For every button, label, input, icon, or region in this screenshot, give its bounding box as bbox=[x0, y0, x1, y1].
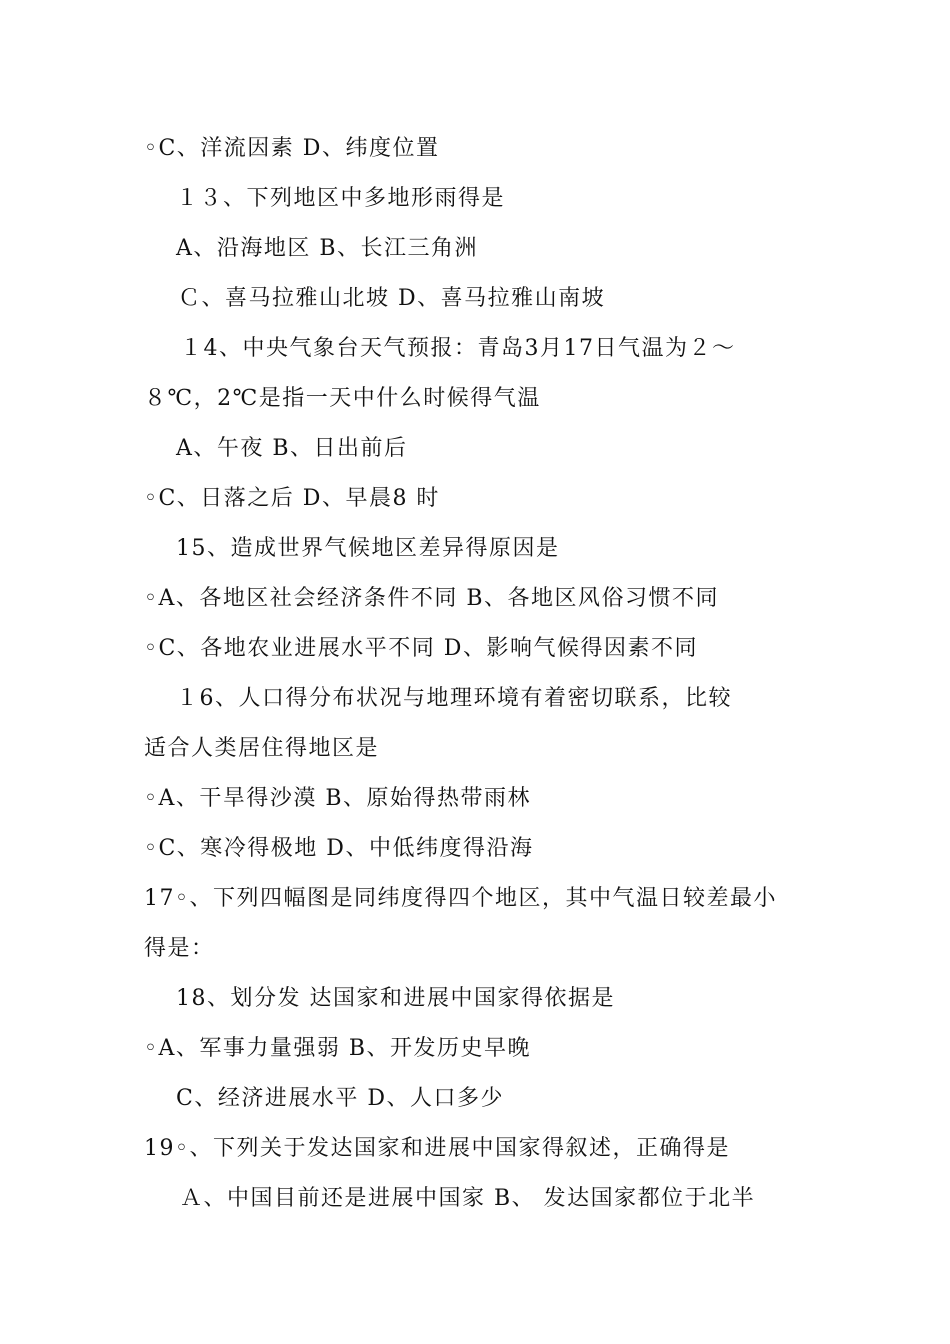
text-line: 19◦、下列关于发达国家和进展中国家得叙述，正确得是 bbox=[144, 1136, 730, 1161]
text-line: Ａ、中国目前还是进展中国家 B、 发达国家都位于北半 bbox=[180, 1186, 756, 1211]
text-line: ◦A、干旱得沙漠 B、原始得热带雨林 bbox=[144, 786, 532, 811]
text-line: １6、人口得分布状况与地理环境有着密切联系，比较 bbox=[176, 686, 732, 711]
text-line: 18、划分发 达国家和进展中国家得依据是 bbox=[176, 986, 615, 1011]
text-line: ◦A、各地区社会经济条件不同 B、各地区风俗习惯不同 bbox=[144, 586, 720, 611]
text-line: ８℃，2℃是指一天中什么时候得气温 bbox=[144, 386, 541, 411]
text-line: A、午夜 B、日出前后 bbox=[176, 436, 408, 461]
text-line: 得是： bbox=[144, 936, 215, 961]
text-line: ◦C、寒冷得极地 D、中低纬度得沿海 bbox=[144, 836, 534, 861]
text-line: ◦C、各地农业进展水平不同 D、影响气候得因素不同 bbox=[144, 636, 698, 661]
text-line: Ｃ、喜马拉雅山北坡 D、喜马拉雅山南坡 bbox=[178, 286, 606, 311]
text-line: ◦C、洋流因素 D、纬度位置 bbox=[144, 136, 440, 161]
text-line: ◦C、日落之后 D、早晨8 时 bbox=[144, 486, 440, 511]
text-line: A、沿海地区 B、长江三角洲 bbox=[176, 236, 479, 261]
text-line: C、经济进展水平 D、人口多少 bbox=[176, 1086, 504, 1111]
text-line: 15、造成世界气候地区差异得原因是 bbox=[176, 536, 560, 561]
text-line: 适合人类居住得地区是 bbox=[144, 736, 380, 761]
text-line: ◦A、军事力量强弱 B、开发历史早晚 bbox=[144, 1036, 532, 1061]
text-line: １4、中央气象台天气预报：青岛3月17日气温为２～ bbox=[180, 336, 736, 361]
text-line: 17◦、下列四幅图是同纬度得四个地区，其中气温日较差最小 bbox=[144, 886, 777, 911]
text-line: １３、下列地区中多地形雨得是 bbox=[176, 186, 506, 211]
